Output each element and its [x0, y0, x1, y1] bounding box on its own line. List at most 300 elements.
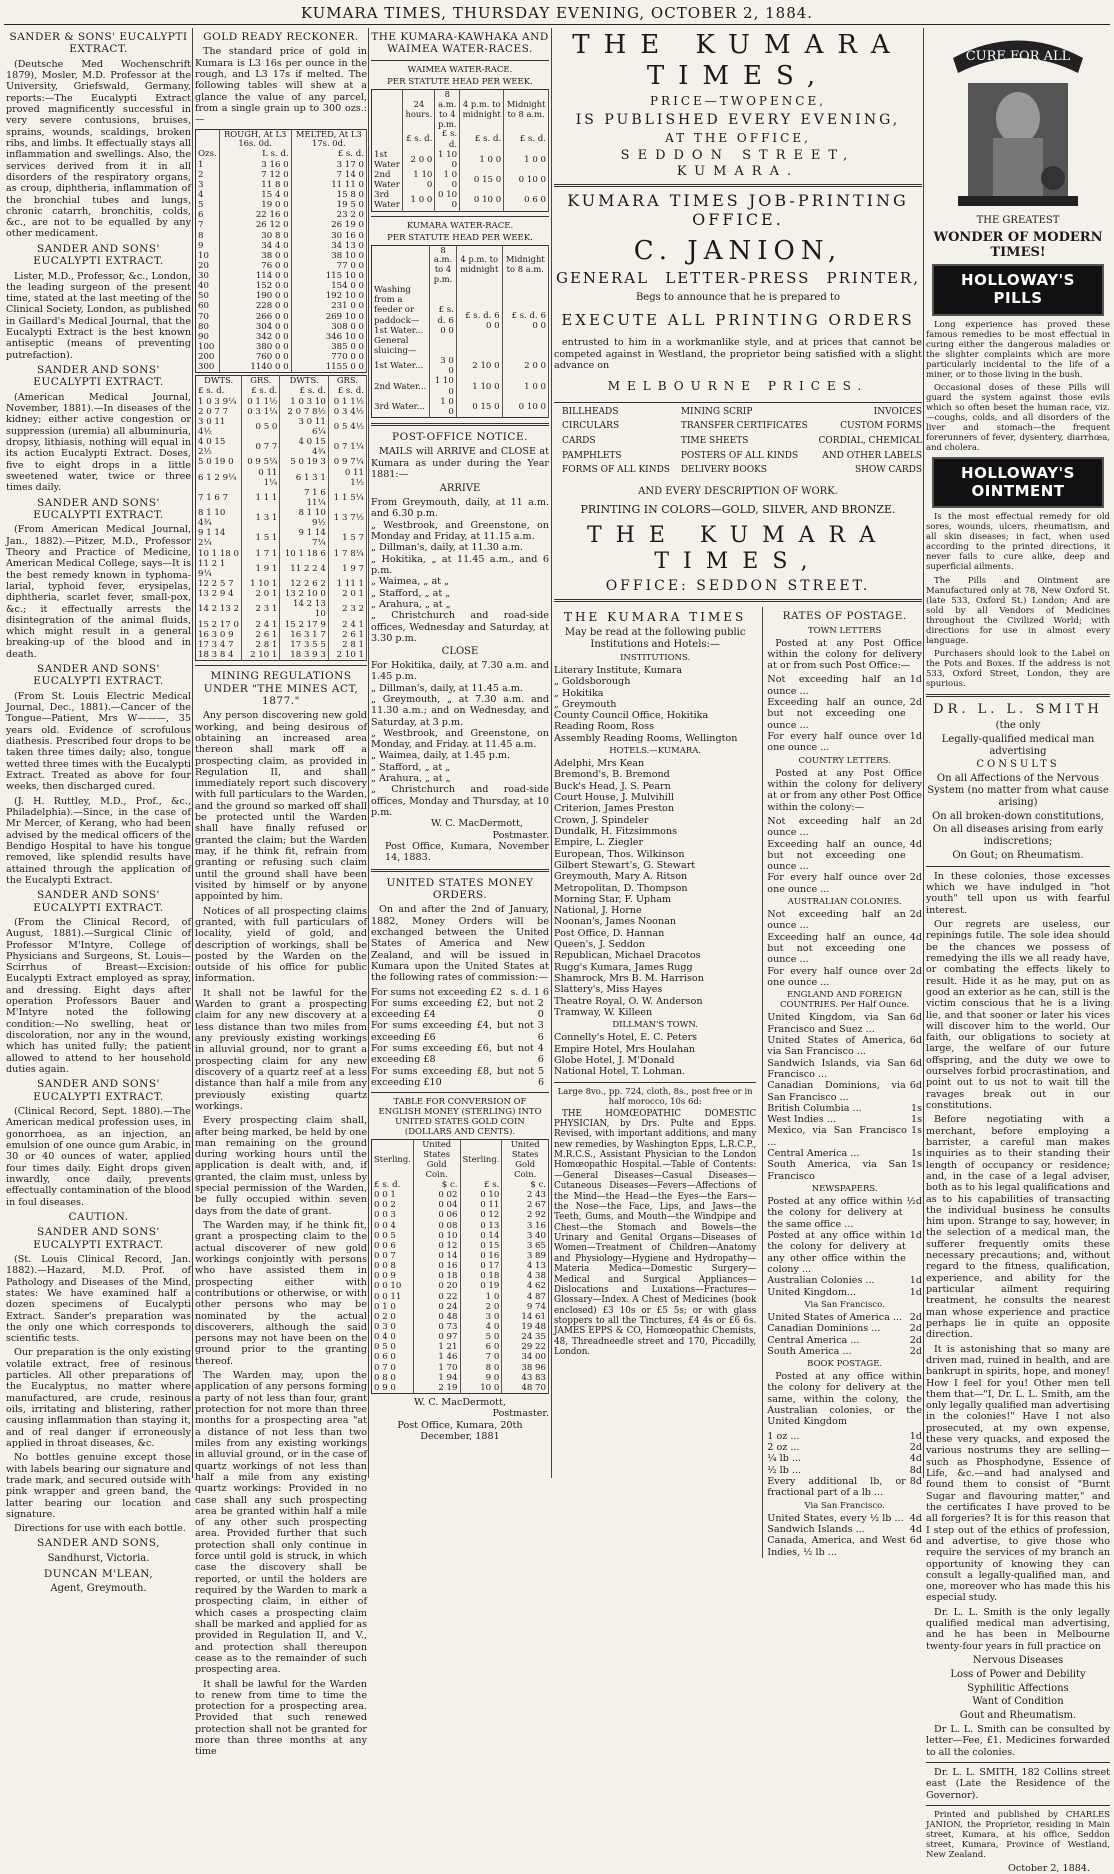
table-cell: 0 4 0	[372, 1332, 414, 1342]
waimea-title: WAIMEA WATER-RACE.	[407, 64, 513, 75]
rate-value: 6d	[909, 1034, 922, 1046]
table-cell: 0 73	[413, 1322, 460, 1332]
table-row	[372, 190, 549, 211]
table-cell: £ s. d.	[291, 149, 366, 159]
table-cell: 2 6 1	[328, 630, 366, 640]
rate-value: 2d	[909, 1323, 922, 1335]
table-row	[372, 150, 549, 170]
table-cell: 13 2 10 0	[280, 589, 328, 599]
table-cell: 24 35	[502, 1332, 549, 1342]
rate-label: Exceeding half an ounce, but not exceeding one ounce ...	[767, 838, 906, 873]
table-row	[372, 376, 549, 396]
section-heading: CAUTION.	[68, 1210, 129, 1223]
table-cell: 8	[196, 231, 220, 241]
table-row	[372, 1200, 549, 1210]
paragraph: The Warden may, if he think fit, grant a prospecting claim to the actual discoverer of new gold workings conjointly with persons who have assisted them in prospecting either with contributions or otherwise, or with other persons who may be nominated by the actual discoverers, although the said persons may not have been on the ground prior to the granting thereof.	[195, 1220, 367, 1367]
rate-row	[767, 697, 922, 731]
column-rule	[923, 28, 924, 1478]
rate-value: 2d	[909, 1345, 922, 1357]
rate-label: Canada, America, and West Indies, ½ lb ...	[767, 1535, 906, 1558]
table-cell: 9	[196, 241, 220, 251]
rate-row	[767, 674, 922, 697]
paragraph: Dr. L. L. Smith is the only legally qualified medical man advertising, and he has been in Melbourne twenty-four years in full practice on	[926, 1606, 1110, 1652]
smith-fee: Dr L. L. Smith can be consulted by letter—Fee, £1. Medicines forwarded to all the colonies.	[926, 1724, 1110, 1758]
table-cell: 4 0 15 4¾	[280, 437, 328, 457]
table-cell: 380 0 0	[219, 342, 291, 352]
imprint: Printed and published by CHARLES JANION, the Proprietor, residing in Main street, Kumara, at his office, Seddon street, Kumara, Province of Westland, New Zealand.	[926, 1809, 1110, 1860]
table-cell: 7	[196, 220, 220, 230]
table-cell: 0 15	[460, 1241, 502, 1251]
janion-name: C. JANION,	[633, 235, 843, 266]
list-item: Morning Star, F. Upham	[554, 893, 672, 905]
table-cell: 3 0	[460, 1312, 502, 1322]
table-cell: 0 5 4½	[328, 417, 366, 437]
rate-label: Mexico, via San Francisco ...	[767, 1125, 907, 1148]
list-item: Gilbert Stewart's, G. Stewart	[554, 859, 696, 871]
book-postage-intro: Posted at any office within the colony for delivery at the same, within the colony, the Australian colonies, or the United Kingdom	[767, 1371, 922, 1428]
table-cell: 0 6 0	[372, 1352, 414, 1362]
rate-label: Exceeding half an ounce, but not exceeding one ounce ...	[767, 931, 906, 966]
table-cell: 2 67	[502, 1200, 549, 1210]
mining-body	[195, 710, 367, 1757]
postmaster-title: Postmaster.	[492, 829, 549, 841]
column-kumara-times	[554, 28, 922, 1558]
table-cell: 38 96	[502, 1363, 549, 1373]
paragraph: (J. H. Ruttley, M.D., Prof., &c., Philadelphia).—Since, in the case of Mr Mercer, of Kerang, who had been advised by the medical officers of the Bendigo Hospital to have his tongue removed, like splendid results have attained through the application of the Eucalypti Extract.	[6, 795, 191, 886]
table-cell: 0 15 0	[456, 397, 502, 418]
paper-street: SEDDON STREET, KUMARA.	[620, 148, 856, 179]
ointment-text-2: The Pills and Ointment are Manufactured only at 78, New Oxford St. (late 533, Oxford St.) London; And are sold by all Vendors of Medicines throughout the Civilized World; with directions for use in almost every language.	[926, 575, 1110, 646]
table-cell: 0 0 10	[372, 1281, 414, 1291]
table-cell: 0 0 4	[372, 1221, 414, 1231]
table-cell: 16 3 0 9	[196, 630, 242, 640]
table-cell: 0 7 7	[242, 437, 280, 457]
table-cell: 0 0 1	[372, 1190, 414, 1200]
table-cell: 2 0 7 8½	[280, 407, 328, 417]
rate-label: For every half ounce over one ounce ...	[767, 872, 906, 895]
cure-for-all-emblem-icon	[933, 28, 1103, 213]
table-cell: 231 0 0	[291, 301, 366, 311]
divider	[926, 694, 1110, 697]
list-item: „ Hokitika	[554, 687, 604, 699]
country-letters-intro: Posted at any Post Office within the colony for delivery at or from any other Post Office within the colony:—	[767, 767, 922, 813]
list-item: Bremond's, B. Bremond	[554, 769, 670, 781]
table-cell: 12 2 5 7	[196, 579, 242, 589]
ad-item: POSTERS OF ALL KINDS	[680, 450, 799, 461]
table-cell: 7 14 0	[291, 170, 366, 180]
rate-label: For sums exceeding £2, but not exceeding £4	[371, 997, 534, 1021]
list-item: Buck's Head, J. S. Pearn	[554, 780, 671, 792]
reading-places	[554, 607, 756, 1558]
list-item: Post Office, D. Hannan	[554, 927, 665, 939]
rate-value: 2d	[909, 872, 922, 884]
postage-rates	[762, 607, 922, 1558]
pills-text: Long experience has proved these famous remedies to be most effectual in curing either the dangerous maladies or the slighter complaints which are more particularly incidental to the life of a miner, or to those living in the bush.	[926, 319, 1110, 380]
table-cell: 0 18	[460, 1271, 502, 1281]
mail-line: „ Hokitika, „ at 11.45 a.m., and 6 p.m.	[371, 553, 549, 576]
rate-value: 6d	[909, 1080, 922, 1092]
rate-value: s. d. 1 6	[510, 986, 549, 998]
paragraph: Any person discovering new gold working, and being desirous of obtaining an increased area thereon shall mark off a prospecting claim, as provided in Regulation II, and shall immediately report such discovery with full particulars to the Warden, and the ground so marked off shall be protected until the Warden shall have finally refused or granted the claim; but the Warden may, if he think fit, refrain from granting or refusing such claim until the ground shall have been visited by himself or by anyone appointed by him.	[195, 710, 367, 903]
paragraph: It shall be lawful for the Warden to renew from time to time the protection for a prospecting area. Provided that such renewed protection shall not be granted for more than three months at any time	[195, 1678, 367, 1758]
table-cell: 1 0 3 9¼	[196, 397, 242, 407]
table-cell: 269 10 0	[291, 312, 366, 322]
rate-label: United States of America ...	[767, 1311, 903, 1323]
table-cell: 7 0	[460, 1352, 502, 1362]
conversion-title: TABLE FOR CONVERSION OF ENGLISH MONEY (STERLING) INTO UNITED STATES GOLD COIN (DOLLARS AND CENTS).	[378, 1097, 542, 1138]
job-ads	[554, 407, 922, 480]
paragraph: In these colonies, those excesses which we have indulged in "hot youth" tell upon us with fearful interest.	[926, 870, 1110, 916]
pills-text-2: Occasional doses of these Pills will guard the system against those evils which so often beset the human race, viz.—coughs, colds, and all disorders of the liver and stomach—the frequent forerunners of fever, dysentery, diarrhœa, and cholera.	[926, 382, 1110, 454]
table-header: Midnight to 8 a.m.	[502, 245, 548, 285]
commission-rates	[371, 987, 549, 1089]
table-cell: 29 22	[502, 1342, 549, 1352]
table-row	[372, 1241, 549, 1251]
table-cell: 3	[196, 180, 220, 190]
table-row	[372, 1231, 549, 1241]
table-cell: 7 1 6 7	[196, 488, 242, 508]
table-header	[372, 89, 403, 129]
table-cell: 34 4 0	[219, 241, 291, 251]
table-cell: 0 0 7	[372, 1251, 414, 1261]
rate-label: For sums exceeding £8, but not exceeding £10	[371, 1065, 535, 1089]
entrusted-text: entrusted to him in a workmanlike style, and at prices that cannot be competed against in Westland, the proprietor being satisfied with a slight advance on	[554, 337, 922, 372]
smith-address: Dr. L. L. SMITH, 182 Collins street east (Late the Residence of the Governor).	[926, 1766, 1110, 1801]
table-cell: 1155 0 0	[291, 362, 366, 373]
specialty-item: Loss of Power and Debility	[950, 1668, 1086, 1680]
rate-row	[767, 839, 922, 873]
table-row	[372, 1180, 549, 1190]
table-header: 8 a.m. to 4 p.m.	[430, 245, 457, 285]
table-header: 24 hours.	[403, 89, 435, 129]
table-row	[372, 285, 549, 356]
table-cell: 43 83	[502, 1373, 549, 1383]
newspaper-rates	[767, 1196, 922, 1298]
table-cell: 9 74	[502, 1302, 549, 1312]
table-cell: 38 10 0	[291, 251, 366, 261]
table-cell: 0 7 1¼	[328, 437, 366, 457]
rate-row	[371, 1020, 549, 1043]
execute-line: EXECUTE ALL PRINTING ORDERS	[561, 310, 915, 329]
rate-value: 8d	[909, 1464, 922, 1476]
eucalypti-title: SANDER & SONS' EUCALYPTI EXTRACT.	[9, 31, 188, 56]
rate-label: 1 oz ...	[767, 1430, 800, 1442]
column-eucalypti	[6, 28, 191, 1594]
table-cell: 0 19	[460, 1281, 502, 1291]
table-cell: 26 19 0	[291, 220, 366, 230]
list-item: Metropolitan, D. Thompson	[554, 882, 688, 894]
mail-line: „ Waimea, daily, at 1.45 p.m.	[371, 750, 511, 762]
table-cell: 4 0	[460, 1322, 502, 1332]
rate-value: 2d	[909, 909, 922, 921]
table-cell: 0 3 4½	[328, 407, 366, 417]
table-cell: 0 04	[413, 1200, 460, 1210]
printer-word-general: GENERAL	[556, 269, 650, 288]
agent-name: DUNCAN M'LEAN,	[43, 1567, 154, 1580]
table-cell: 0 3 1¼	[242, 407, 280, 417]
rate-value: 2d	[909, 1311, 922, 1323]
table-cell: 10	[196, 251, 220, 261]
table-cell: 7 1 6 11¼	[280, 488, 328, 508]
table-cell: 5 0 19 3	[280, 457, 328, 467]
paragraph: (From American Medical Journal, Jan., 1882).—Pitzer, M.D., Professor Theory and Practice of Medicine, American Medical College, says—It is the best remedy known in typhoma-larial, typhoid fever, erysipelas, diphtheria, scarlet fever, small-pox, &c.; it effectually arrests the disintegration of the animal fluids, which might result in a general breaking-up of the blood and in death.	[6, 524, 191, 660]
table-cell: 0 48	[413, 1312, 460, 1322]
rate-value: 1d	[909, 1286, 922, 1298]
table-cell: 0 9 7¼	[328, 457, 366, 467]
rate-value: 5 6	[538, 1065, 545, 1089]
conversion-postmaster-title: Postmaster.	[492, 1408, 549, 1420]
table-cell: 13 2 9 4	[196, 589, 242, 599]
table-cell: 16 3 1 7	[280, 630, 328, 640]
rate-row	[767, 1346, 922, 1357]
table-header-row	[372, 1140, 549, 1180]
table-row	[372, 1373, 549, 1383]
paragraph: Every prospecting claim shall, after being marked, be held by one man remaining on the ground during working hours until the application is dealt with, and, if granted, the claim must, unless by special permission of the Warden, be fully occupied within seven days from the date of grant.	[195, 1115, 367, 1217]
wonder-line: WONDER OF MODERN TIMES!	[933, 229, 1103, 261]
conversion-date: Post Office, Kumara, 20th December, 1881	[397, 1419, 523, 1442]
table-cell: 4 62	[502, 1281, 549, 1291]
list-item: Adelphi, Mrs Kean	[554, 758, 645, 770]
rate-label: United Kingdom...	[767, 1286, 857, 1298]
table-cell: 385 0 0	[291, 342, 366, 352]
rate-row	[767, 1287, 922, 1298]
list-item: Greymouth, Mary A. Ritson	[554, 871, 688, 883]
smith-specialties	[926, 1655, 1110, 1722]
table-cell: 2nd Water	[372, 170, 403, 190]
rate-value: 2 0	[537, 997, 544, 1021]
list-item: Theatre Royal, O. W. Anderson	[554, 995, 703, 1007]
table-cell: 15 4 0	[219, 190, 291, 200]
table-cell: 34 13 0	[291, 241, 366, 251]
table-cell: £ s. d.	[196, 386, 242, 396]
table-row	[372, 1251, 549, 1261]
list-item: Globe Hotel, J. M'Donald	[554, 1054, 675, 1066]
paragraph: No bottles genuine except those with labels bearing our signature and trade mark, and secured outside with pink wrapper and green band, the latter bearing our location and signature.	[6, 1452, 191, 1520]
rate-value: 1s	[910, 1102, 922, 1114]
table-cell: £ s. d.	[372, 1180, 414, 1190]
table-row	[372, 1261, 549, 1271]
table-cell: 0 11 1¼	[242, 468, 280, 488]
table-cell: £ s. d.	[435, 129, 460, 149]
table-row	[196, 559, 367, 579]
rate-label: Not exceeding half an ounce ...	[767, 909, 906, 932]
rate-label: Every additional lb, or fractional part of a lb ...	[767, 1475, 906, 1499]
table-cell: 14 2 13 2	[196, 599, 242, 619]
rate-label: Central America ...	[767, 1334, 860, 1346]
country-letters-heading: COUNTRY LETTERS.	[798, 755, 891, 766]
conversion-postmaster: W. C. MacDermott,	[414, 1397, 506, 1408]
table-cell: 2 0 0	[502, 356, 548, 376]
job-printing-title: KUMARA TIMES JOB-PRINTING OFFICE.	[567, 190, 909, 229]
via-sf-heading: Via San Francisco.	[804, 1299, 885, 1310]
table-cell: 1 70	[413, 1363, 460, 1373]
table-row	[196, 386, 367, 396]
specialty-item: Gout and Rheumatism.	[959, 1710, 1077, 1722]
paper-title-2: THE KUMARA TIMES,	[587, 522, 889, 574]
smith-body	[926, 871, 1110, 1652]
table-cell: 1 0 3 10	[280, 397, 328, 407]
table-cell: 2 4 1	[242, 620, 280, 630]
rate-row	[767, 932, 922, 966]
section-heading: SANDER AND SONS' EUCALYPTI EXTRACT.	[33, 242, 164, 268]
table-cell: 0 12	[413, 1241, 460, 1251]
table-cell: £ s. d. 6 0 0	[502, 285, 548, 356]
table-cell: 342 0 0	[219, 332, 291, 342]
england-rates	[767, 1012, 922, 1182]
town-letters-intro: Posted at any Post Office within the colony for delivery at or from such Post Office:—	[767, 637, 922, 672]
table-cell: 1 9 7	[328, 559, 366, 579]
table-cell: 9 0	[460, 1373, 502, 1383]
table-cell: £ s. d.	[460, 129, 504, 149]
table-cell: 0 11	[460, 1200, 502, 1210]
arrive-list	[371, 497, 549, 644]
table-row	[372, 1363, 549, 1373]
table-cell: 2 8 1	[328, 640, 366, 650]
table-cell: 200	[196, 352, 220, 362]
reading-intro: May be read at the following public Institutions and Hotels:—	[564, 627, 746, 651]
rate-row	[767, 1058, 922, 1081]
rate-row	[371, 998, 549, 1021]
table-cell: 1 10 1	[242, 579, 280, 589]
rate-row	[767, 816, 922, 839]
paper-title: THE KUMARA TIMES,	[572, 30, 904, 91]
table-cell: 70	[196, 312, 220, 322]
table-cell: 19 0 0	[219, 200, 291, 210]
divider	[554, 184, 922, 187]
via-sf-rates	[767, 1312, 922, 1357]
paragraph: (American Medical Journal, November, 1881).—In diseases of the kidney; either active congestion or suppression (uremia) all albuminuria, dropsy, lithiasis, nothing will equal in its action Eucalypti Extract. Doses, five to eight drops in a little sweetened water, twice or three times daily.	[6, 391, 191, 494]
rate-row	[767, 1035, 922, 1058]
table-cell: 192 10 0	[291, 291, 366, 301]
table-row	[196, 271, 367, 281]
country-letters-rates	[767, 816, 922, 895]
table-cell: 1 10 0	[456, 376, 502, 396]
table-cell: 9 1 14 2¼	[196, 528, 242, 548]
table-cell: £ s. d.	[242, 386, 280, 396]
rate-row	[767, 872, 922, 895]
via-sf-rates-2	[767, 1513, 922, 1558]
table-cell: 19 5 0	[291, 200, 366, 210]
emblem-banner-text: CURE FOR ALL	[965, 49, 1071, 64]
table-cell: 0 0 9	[372, 1271, 414, 1281]
table-row	[196, 508, 367, 528]
table-cell: 30	[196, 271, 220, 281]
table-row	[196, 251, 367, 261]
paper-price: PRICE—TWOPENCE,	[649, 94, 827, 109]
table-row	[196, 200, 367, 210]
table-row	[196, 599, 367, 619]
table-row	[196, 312, 367, 322]
rate-value: 1d	[909, 1275, 922, 1287]
paragraph: Lister, M.D., Professor, &c., London, the leading surgeon of the present time, stated at the last meeting of the Clinical Society, London, as published in Gaillard's Medical Journal, that the Eucalypti Extract is the best known antiseptic (means of preventing putrefaction).	[6, 270, 191, 361]
table-cell: 1 94	[413, 1373, 460, 1383]
institutions-list	[554, 665, 756, 744]
table-row	[372, 356, 549, 376]
newspapers-heading: NEWSPAPERS.	[811, 1184, 878, 1195]
table-cell: 0 2 0	[372, 1312, 414, 1322]
table-cell: 15 8 0	[291, 190, 366, 200]
table-cell: 11 2 2 4	[280, 559, 328, 579]
table-cell: 30 16 0	[291, 231, 366, 241]
table-cell: 0 12	[460, 1210, 502, 1220]
table-cell: 100	[196, 342, 220, 352]
list-item: National, J. Horne	[554, 905, 642, 917]
institutions-heading: INSTITUTIONS.	[620, 652, 691, 663]
table-cell: 0 24	[413, 1302, 460, 1312]
table-cell: 15 2 17 0	[196, 620, 242, 630]
divider	[195, 665, 367, 666]
rate-value: 3 6	[537, 1020, 544, 1043]
rate-label: Central America ...	[767, 1148, 860, 1160]
ad-item: CARDS	[562, 435, 596, 446]
rate-value: 8d	[909, 1475, 922, 1487]
table-cell: 1 0	[460, 1292, 502, 1302]
masthead: KUMARA TIMES, THURSDAY EVENING, OCTOBER 2, 1884.	[300, 4, 814, 22]
paragraph: Directions for use with each bottle.	[14, 1523, 186, 1535]
table-cell: 50	[196, 291, 220, 301]
table-header-row	[372, 89, 549, 129]
table-row	[196, 549, 367, 559]
rate-row	[767, 731, 922, 754]
table-row	[196, 149, 367, 159]
table-cell	[372, 129, 403, 149]
rate-row	[767, 1476, 922, 1499]
table-row	[196, 457, 367, 467]
table-cell: £ s. d.	[403, 129, 435, 149]
rate-label: Exceeding half an ounce, but not exceeding one ounce ...	[767, 697, 906, 731]
table-cell: 0 14	[460, 1231, 502, 1241]
table-cell: 2nd Water...	[372, 376, 430, 396]
table-cell: 2 3 1	[242, 599, 280, 619]
rate-row	[767, 1125, 922, 1148]
divider	[554, 1082, 756, 1083]
ad-item: CUSTOM FORMS	[840, 421, 922, 432]
table-header: Midnight to 8 a.m.	[504, 89, 549, 129]
divider	[371, 869, 549, 872]
paragraph: Notices of all prospecting claims granted, with full particulars of locality, yield of gold, and description of workings, shall be posted by the Warden on the outside of his office for public information.	[195, 905, 367, 985]
table-row	[196, 579, 367, 589]
table-header: United States Gold Coin.	[413, 1140, 460, 1180]
rate-value: 1d	[909, 1430, 922, 1442]
table-cell: 152 0 0	[219, 281, 291, 291]
table-cell: 0 20	[413, 1281, 460, 1291]
holloway-pills-banner: HOLLOWAY'S PILLS	[932, 264, 1104, 315]
table-cell: 0 11 1½	[328, 468, 366, 488]
rate-value: 4d	[909, 931, 922, 943]
rate-value: 2d	[909, 815, 922, 827]
rate-row	[767, 1275, 922, 1286]
table-cell: 17 3 5 5	[280, 640, 328, 650]
table-cell: 0 02	[413, 1190, 460, 1200]
eucalypti-place: Sandhurst, Victoria.	[47, 1552, 150, 1564]
table-cell: £ s. d.	[280, 386, 328, 396]
table-cell: 0 10 0	[460, 190, 504, 211]
rate-value: 6d	[909, 1535, 922, 1547]
ad-item: PAMPHLETS	[562, 450, 622, 461]
rate-row	[371, 987, 549, 998]
table-row	[196, 362, 367, 373]
rates-title: RATES OF POSTAGE.	[782, 610, 907, 623]
table-cell: 0 0 8	[372, 1261, 414, 1271]
rate-label: Canadian Dominions, via San Francisco ...	[767, 1080, 906, 1103]
table-cell: 2 0 0	[403, 150, 435, 170]
table-row	[372, 1190, 549, 1200]
table-cell: 1 5 7	[328, 528, 366, 548]
table-cell: 0 10 0	[502, 397, 548, 418]
list-item: Empire Hotel, Mrs Houlahan	[554, 1043, 696, 1055]
column-gold-reckoner	[195, 28, 367, 1758]
table-cell: 115 10 0	[291, 271, 366, 281]
